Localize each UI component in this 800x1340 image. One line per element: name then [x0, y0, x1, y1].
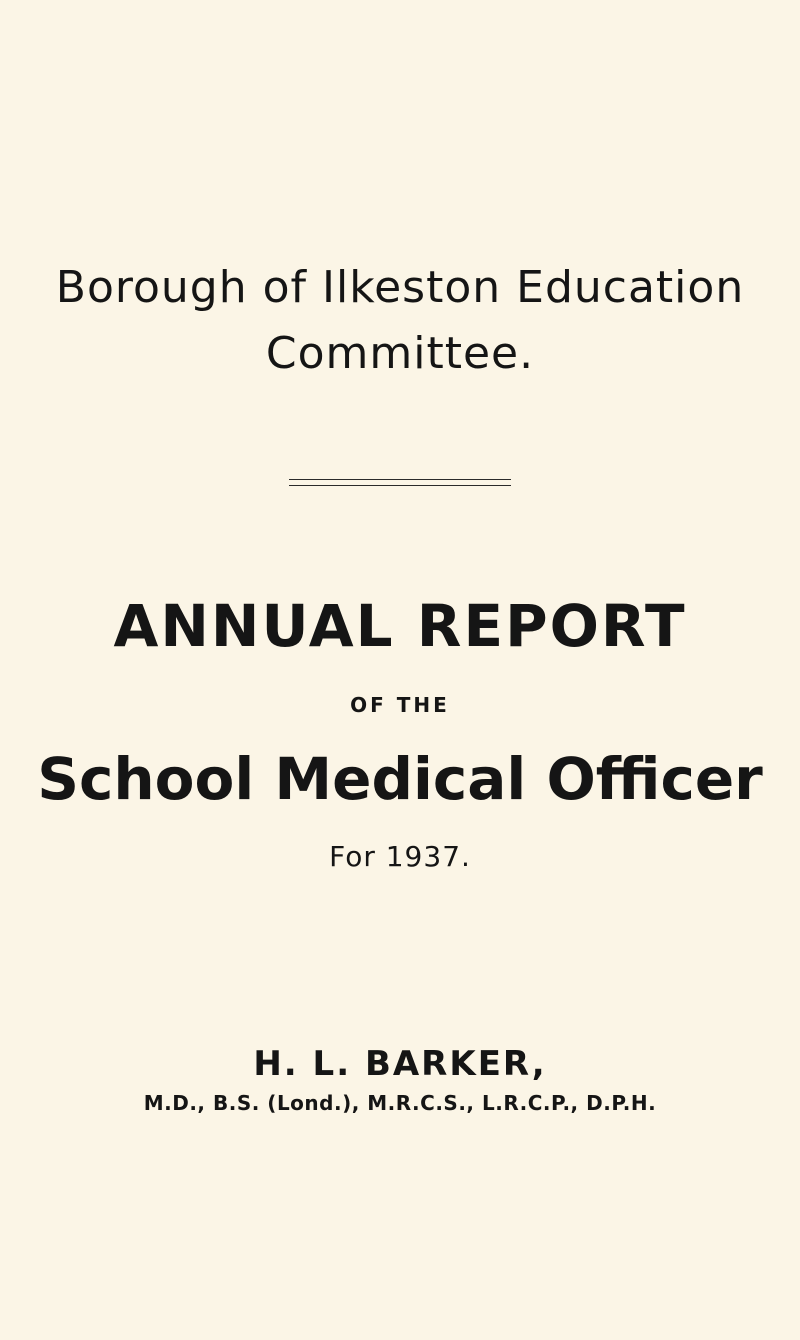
- report-subject: School Medical Officer: [37, 745, 763, 813]
- committee-heading-line-1: Borough of Ilkeston Education: [55, 262, 745, 313]
- double-rule-bottom: [289, 485, 511, 486]
- report-year: For 1937.: [329, 840, 471, 873]
- author-name: H. L. BARKER,: [253, 1044, 547, 1084]
- author-qualifications: M.D., B.S. (Lond.), M.R.C.S., L.R.C.P., D.P.H.: [143, 1091, 657, 1115]
- double-rule-top: [289, 479, 511, 480]
- report-connector: OF THE: [350, 693, 450, 717]
- report-title: ANNUAL REPORT: [113, 592, 687, 660]
- committee-heading-line-2: Committee.: [265, 328, 535, 379]
